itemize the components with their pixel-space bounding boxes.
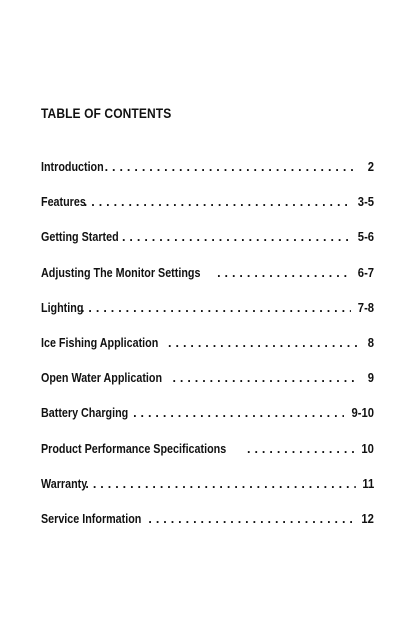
toc-entry-label: Lighting [41, 300, 84, 315]
toc-leader-dots [168, 336, 357, 350]
toc-leader-dots [247, 442, 355, 456]
toc-entry-label: Service Information [41, 511, 142, 526]
toc-entry-page: 11 [362, 476, 374, 491]
toc-list [41, 160, 374, 547]
toc-entry-label: Warranty [41, 476, 88, 491]
toc-leader-dots [84, 195, 351, 209]
toc-entry-ice-fishing-application [41, 336, 374, 371]
toc-entry-label: Getting Started [41, 230, 119, 245]
toc-title: TABLE OF CONTENTS [41, 105, 172, 121]
toc-leader-dots [172, 371, 357, 385]
toc-entry-label: Adjusting The Monitor Settings [41, 265, 201, 280]
toc-entry-label: Features [41, 195, 86, 210]
toc-entry-introduction [41, 160, 374, 195]
toc-entry-warranty [41, 477, 374, 512]
toc-entry-label: Battery Charging [41, 406, 129, 421]
toc-entry-page: 2 [367, 160, 374, 174]
toc-entry-page: 10 [361, 441, 374, 456]
toc-entry-open-water-application [41, 371, 374, 406]
toc-entry-label: Open Water Application [41, 371, 163, 386]
toc-entry-page: 3-5 [357, 195, 374, 210]
toc-entry-label: Ice Fishing Application [41, 335, 159, 350]
toc-entry-lighting [41, 301, 374, 336]
toc-entry-product-performance-specifications [41, 442, 374, 477]
toc-leader-dots [105, 160, 357, 174]
toc-entry-label: Introduction [41, 160, 104, 174]
toc-leader-dots [217, 266, 351, 280]
toc-entry-getting-started [41, 230, 374, 265]
toc-entry-page: 9 [367, 371, 374, 386]
document-page [41, 0, 374, 630]
toc-leader-dots [148, 512, 355, 526]
toc-entry-service-information [41, 512, 374, 547]
toc-entry-page: 8 [367, 335, 374, 350]
toc-leader-dots [81, 301, 351, 315]
toc-entry-page: 9-10 [351, 406, 374, 421]
toc-leader-dots [122, 230, 351, 244]
toc-entry-page: 7-8 [357, 300, 374, 315]
toc-entry-page: 6-7 [357, 265, 374, 280]
toc-leader-dots [133, 406, 344, 420]
toc-leader-dots [85, 477, 355, 491]
toc-entry-label: Product Performance Specifications [41, 441, 227, 456]
toc-entry-battery-charging [41, 406, 374, 441]
toc-entry-page: 12 [361, 511, 374, 526]
toc-entry-adjusting-monitor-settings [41, 266, 374, 301]
toc-entry-features [41, 195, 374, 230]
toc-entry-page: 5-6 [357, 230, 374, 245]
